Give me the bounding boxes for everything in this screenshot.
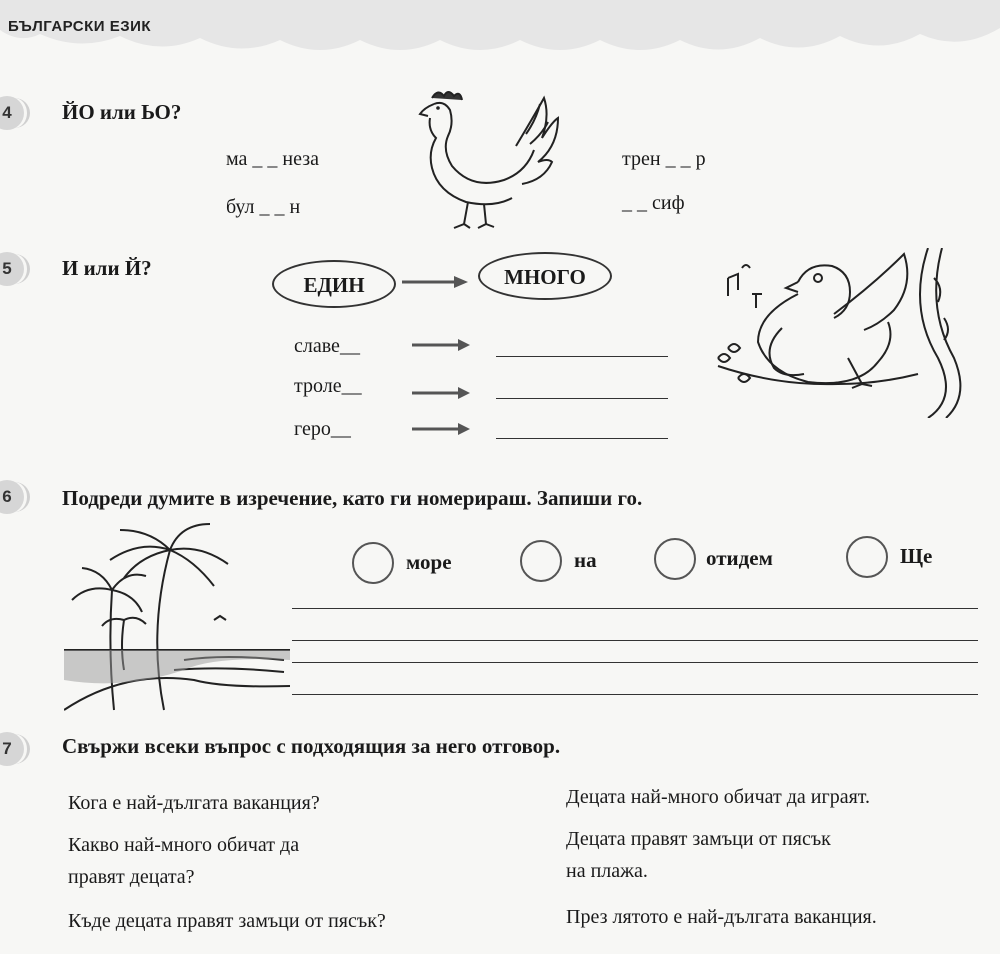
task-6-word-4: Ще (900, 544, 933, 568)
task-6-number: 6 (0, 480, 24, 514)
task-4-word-1: ма _ _ неза (226, 148, 319, 170)
number-circle[interactable] (520, 540, 562, 582)
subject-header: БЪЛГАРСКИ ЕЗИК (8, 18, 152, 35)
task-4-title: ЙО или ЬО? (62, 100, 182, 124)
question-3[interactable]: Къде децата правят замъци от пясък? (68, 910, 386, 932)
task-4-word-3: трен _ _ р (622, 148, 706, 170)
task-6-title: Подреди думите в изречение, като ги номерираш. Запиши го. (62, 486, 643, 510)
task-4-word-2: бул _ _ н (226, 196, 301, 218)
rooster-illustration (410, 86, 560, 231)
number-circle[interactable] (846, 536, 888, 578)
answer-2-continued[interactable]: на плажа. (566, 860, 648, 882)
answer-2[interactable]: Децата правят замъци от пясък (566, 828, 831, 850)
task-6-word-1: море (406, 550, 452, 574)
answer-line[interactable] (496, 398, 668, 399)
task-5-word-2: троле__ (294, 375, 362, 397)
question-2-continued[interactable]: правят децата? (68, 866, 195, 888)
answer-line[interactable] (496, 356, 668, 357)
writing-line[interactable] (292, 608, 978, 609)
task-6-word-3: отидем (706, 546, 773, 570)
singular-oval: ЕДИН (272, 260, 396, 308)
task-5-word-3: геро__ (294, 418, 351, 440)
number-circle[interactable] (654, 538, 696, 580)
question-2[interactable]: Какво най-много обичат да (68, 834, 300, 856)
task-5-title: И или Й? (62, 256, 152, 280)
plural-oval: МНОГО (478, 252, 612, 300)
task-7-number: 7 (0, 732, 24, 766)
arrow-icon (410, 422, 472, 436)
question-1[interactable]: Кога е най-дългата ваканция? (68, 792, 320, 814)
writing-line[interactable] (292, 640, 978, 641)
singing-bird-illustration (698, 248, 968, 418)
answer-line[interactable] (496, 438, 668, 439)
task-7-title: Свържи всеки въпрос с подходящия за него отговор. (62, 734, 561, 758)
writing-line[interactable] (292, 662, 978, 663)
writing-line[interactable] (292, 694, 978, 695)
task-6-word-2: на (574, 548, 597, 572)
arrow-icon (410, 338, 472, 352)
answer-1[interactable]: Децата най-много обичат да играят. (566, 786, 871, 808)
task-5-word-1: славе__ (294, 335, 360, 357)
arrow-icon (410, 386, 472, 400)
task-5-number: 5 (0, 252, 24, 286)
answer-3[interactable]: През лятото е най-дългата ваканция. (566, 906, 877, 928)
task-4-word-4: _ _ сиф (622, 192, 685, 214)
palm-beach-illustration (64, 520, 290, 716)
number-circle[interactable] (352, 542, 394, 584)
task-4-number: 4 (0, 96, 24, 130)
arrow-icon (400, 274, 470, 290)
